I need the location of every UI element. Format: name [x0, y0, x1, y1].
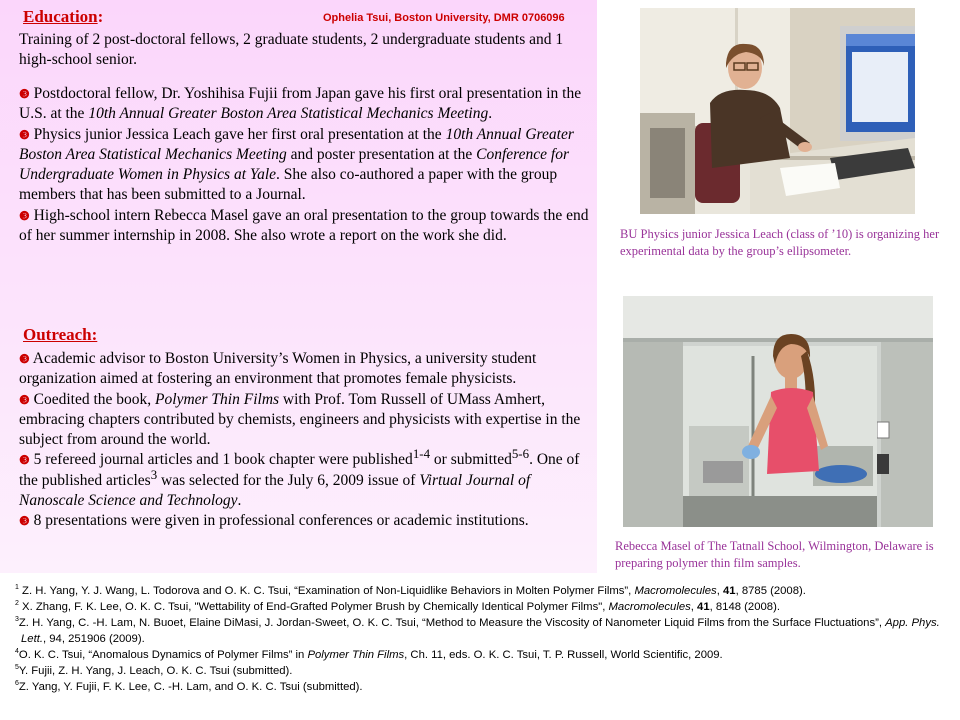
photo2-caption: Rebecca Masel of The Tatnall School, Wilmington, Delaware is preparing polymer thin film samples.: [615, 539, 934, 570]
reference-item: $^5$Y. Fujii, Z. H. Yang, J. Leach, O. K. C. Tsui (submitted).: [15, 664, 293, 677]
list-item: ❸ 8 presentations were given in professional conferences or academic institutions.: [19, 512, 529, 530]
photo-student-at-fume-hood: [623, 296, 933, 527]
outreach-heading: [23, 325, 97, 345]
reference-item: $^4$O. K. C. Tsui, “Anomalous Dynamics of Polymer Films” in Polymer Thin Films, Ch. 11, eds. O. K. C. Tsui, T. P. Russell, World Scientific, 2009.: [15, 648, 723, 661]
bullet-icon: ❸: [19, 208, 30, 223]
education-heading: [23, 7, 103, 27]
list-item: ❸ Academic advisor to Boston University’s Women in Physics, a university student organization aimed at fostering an environment that promotes female physicists.: [19, 350, 537, 388]
bullet-icon: ❸: [19, 352, 30, 366]
education-list: [19, 84, 593, 246]
bullet-icon: ❸: [19, 514, 30, 529]
list-item: ❸ 5 refereed journal articles and 1 book chapter were published$^{1-4}$ or submitted$^{5-6}$. One of the published articles$^3$ was selected for the July 6, 2009 issue of Virtual Journal of Nanoscale Science and Technology.: [19, 446, 580, 510]
reference-item: $^3$Z. H. Yang, C. -H. Lam, N. Buoet, Elaine DiMasi, J. Jordan-Sweet, O. K. C. Tsui, “Method to Measure the Viscosity of Nanometer Liquid Films from the Surface Fluctuations”, App. Phys. Lett., 94, 251906 (2009).: [15, 616, 940, 645]
photo1-illustration: [640, 8, 915, 214]
bullet-icon: ❸: [19, 392, 30, 407]
reference-item: $^1$ Z. H. Yang, Y. J. Wang, L. Todorova and O. K. C. Tsui, “Examination of Non-Liquidlike Behaviors in Molten Polymer Films”, Macromolecules, 41, 8785 (2008).: [15, 584, 806, 597]
training-paragraph: Training of 2 post-doctoral fellows, 2 graduate students, 2 undergraduate students and 1 high-school senior.: [19, 31, 564, 69]
list-item: ❸ Coedited the book, Polymer Thin Films with Prof. Tom Russell of UMass Amhert, embracing chapters contributed by chemists, engineers and physicists with expertise in the subject from around the world.: [19, 390, 581, 449]
list-item: ❸ Postdoctoral fellow, Dr. Yoshihisa Fujii from Japan gave his first oral presentation in the U.S. at the 10th Annual Greater Boston Area Statistical Mechanics Meeting.: [19, 85, 582, 123]
list-item: ❸ Physics junior Jessica Leach gave her first oral presentation at the 10th Annual Greater Boston Area Statistical Mechanics Meeting and poster presentation at the Conference for Undergraduate Women in Physics at Yale. She also co-authored a paper with the group members that has been submitted to a Journal.: [19, 125, 574, 204]
photo1-caption: BU Physics junior Jessica Leach (class of ’10) is organizing her experimental data by the group’s ellipsometer.: [620, 227, 940, 258]
photo-student-at-computer: [640, 8, 915, 214]
bullet-icon: ❸: [19, 87, 30, 101]
author-line: Ophelia Tsui, Boston University, DMR 0706096: [323, 12, 565, 24]
education-colon: :: [97, 7, 104, 26]
education-title: Education: [23, 7, 98, 26]
bullet-icon: ❸: [19, 453, 30, 468]
outreach-list: [19, 349, 593, 532]
outreach-title: Outreach:: [23, 325, 98, 344]
references: [15, 583, 960, 695]
bullet-icon: ❸: [19, 127, 30, 142]
reference-item: $^2$ X. Zhang, F. K. Lee, O. K. C. Tsui, "Wettability of End-Grafted Polymer Brush by Chemically Identical Polymer Films", Macromolecules, 41, 8148 (2008).: [15, 600, 780, 613]
reference-item: $^6$Z. Yang, Y. Fujii, F. K. Lee, C. -H. Lam, and O. K. C. Tsui (submitted).: [15, 680, 363, 693]
list-item: ❸ High-school intern Rebecca Masel gave an oral presentation to the group towards the end of her summer internship in 2008. She also wrote a report on the work she did.: [19, 206, 589, 245]
photo2-illustration: [623, 296, 933, 527]
